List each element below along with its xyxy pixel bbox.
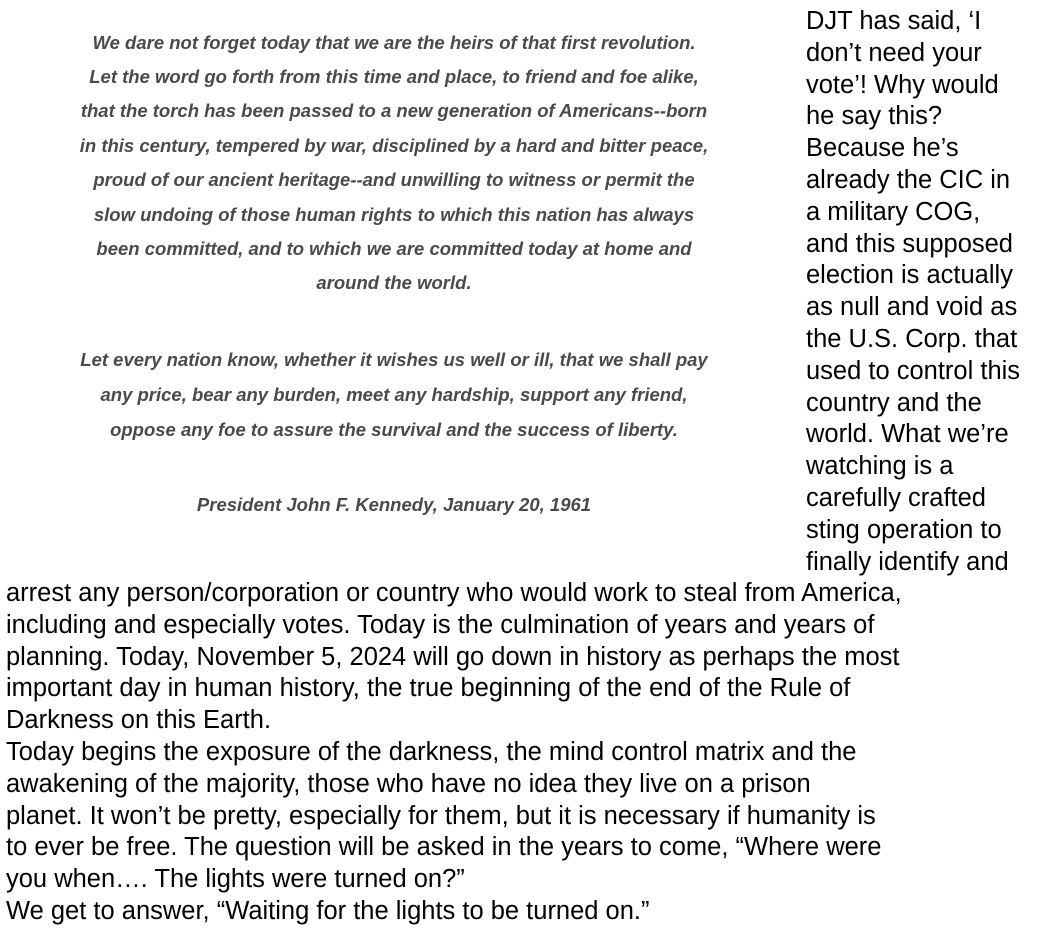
- commentary-line: planet. It won’t be pretty, especially for them, but it is necessary if humanity is: [6, 801, 876, 830]
- quote-line: that the torch has been passed to a new generation of Americans--born: [80, 100, 708, 121]
- commentary-line: We get to answer, “Waiting for the lights to be turned on.”: [6, 896, 650, 925]
- quote-line: around the world.: [316, 272, 472, 293]
- quote-line: proud of our ancient heritage--and unwilling to witness or permit the: [93, 169, 695, 190]
- quote-line: any price, bear any burden, meet any hardship, support any friend,: [100, 384, 688, 405]
- commentary-line: the U.S. Corp. that: [806, 324, 1018, 353]
- commentary-line: DJT has said, ‘I: [806, 7, 982, 35]
- commentary-line: important day in human history, the true beginning of the end of the Rule of: [6, 674, 851, 703]
- commentary-line: don’t need your: [806, 38, 982, 67]
- quote-line: been committed, and to which we are committed today at home and: [96, 238, 692, 259]
- quote-line: Let the word go forth from this time and place, to friend and foe alike,: [89, 66, 699, 87]
- commentary-line: world. What we’re: [806, 420, 1009, 449]
- kennedy-quote-panel: [0, 0, 788, 560]
- commentary-line: vote’! Why would: [806, 70, 999, 99]
- commentary-line: awakening of the majority, those who have no idea they live on a prison: [6, 769, 811, 798]
- quote-attribution: President John F. Kennedy, January 20, 1961: [196, 494, 592, 515]
- commentary-line: including and especially votes. Today is the culmination of years and years of: [6, 610, 875, 639]
- commentary-line: he say this?: [806, 102, 943, 131]
- commentary-line: sting operation to: [806, 515, 1002, 544]
- quote-line: slow undoing of those human rights to which this nation has always: [93, 204, 695, 225]
- quote-line: We dare not forget today that we are the heirs of that first revolution.: [92, 32, 696, 53]
- commentary-line: country and the: [806, 388, 982, 417]
- commentary-line: watching is a: [806, 452, 954, 481]
- commentary-line: to ever be free. The question will be asked in the years to come, “Where were: [6, 833, 882, 862]
- commentary-full-width: [6, 578, 1056, 928]
- commentary-line: and this supposed: [806, 229, 1013, 258]
- commentary-line: already the CIC in: [806, 165, 1011, 194]
- commentary-line: you when…. The lights were turned on?”: [6, 865, 465, 894]
- commentary-line: used to control this: [806, 356, 1021, 385]
- commentary-line: Because he’s: [806, 134, 959, 163]
- commentary-side-column: [806, 6, 1056, 578]
- commentary-line: planning. Today, November 5, 2024 will go down in history as perhaps the most: [6, 642, 900, 671]
- commentary-line: Darkness on this Earth.: [6, 706, 272, 735]
- commentary-line: arrest any person/corporation or country who would work to steal from America,: [6, 579, 902, 607]
- commentary-line: finally identify and: [806, 547, 1009, 576]
- quote-line: Let every nation know, whether it wishes us well or ill, that we shall pay: [80, 349, 708, 370]
- commentary-line: a military COG,: [806, 197, 981, 226]
- commentary-line: election is actually: [806, 261, 1013, 290]
- commentary-line: as null and void as: [806, 293, 1018, 322]
- quote-line: oppose any foe to assure the survival and the success of liberty.: [110, 419, 678, 440]
- commentary-line: Today begins the exposure of the darkness, the mind control matrix and the: [6, 737, 857, 766]
- quote-line: in this century, tempered by war, disciplined by a hard and bitter peace,: [79, 135, 709, 156]
- commentary-line: carefully crafted: [806, 483, 986, 512]
